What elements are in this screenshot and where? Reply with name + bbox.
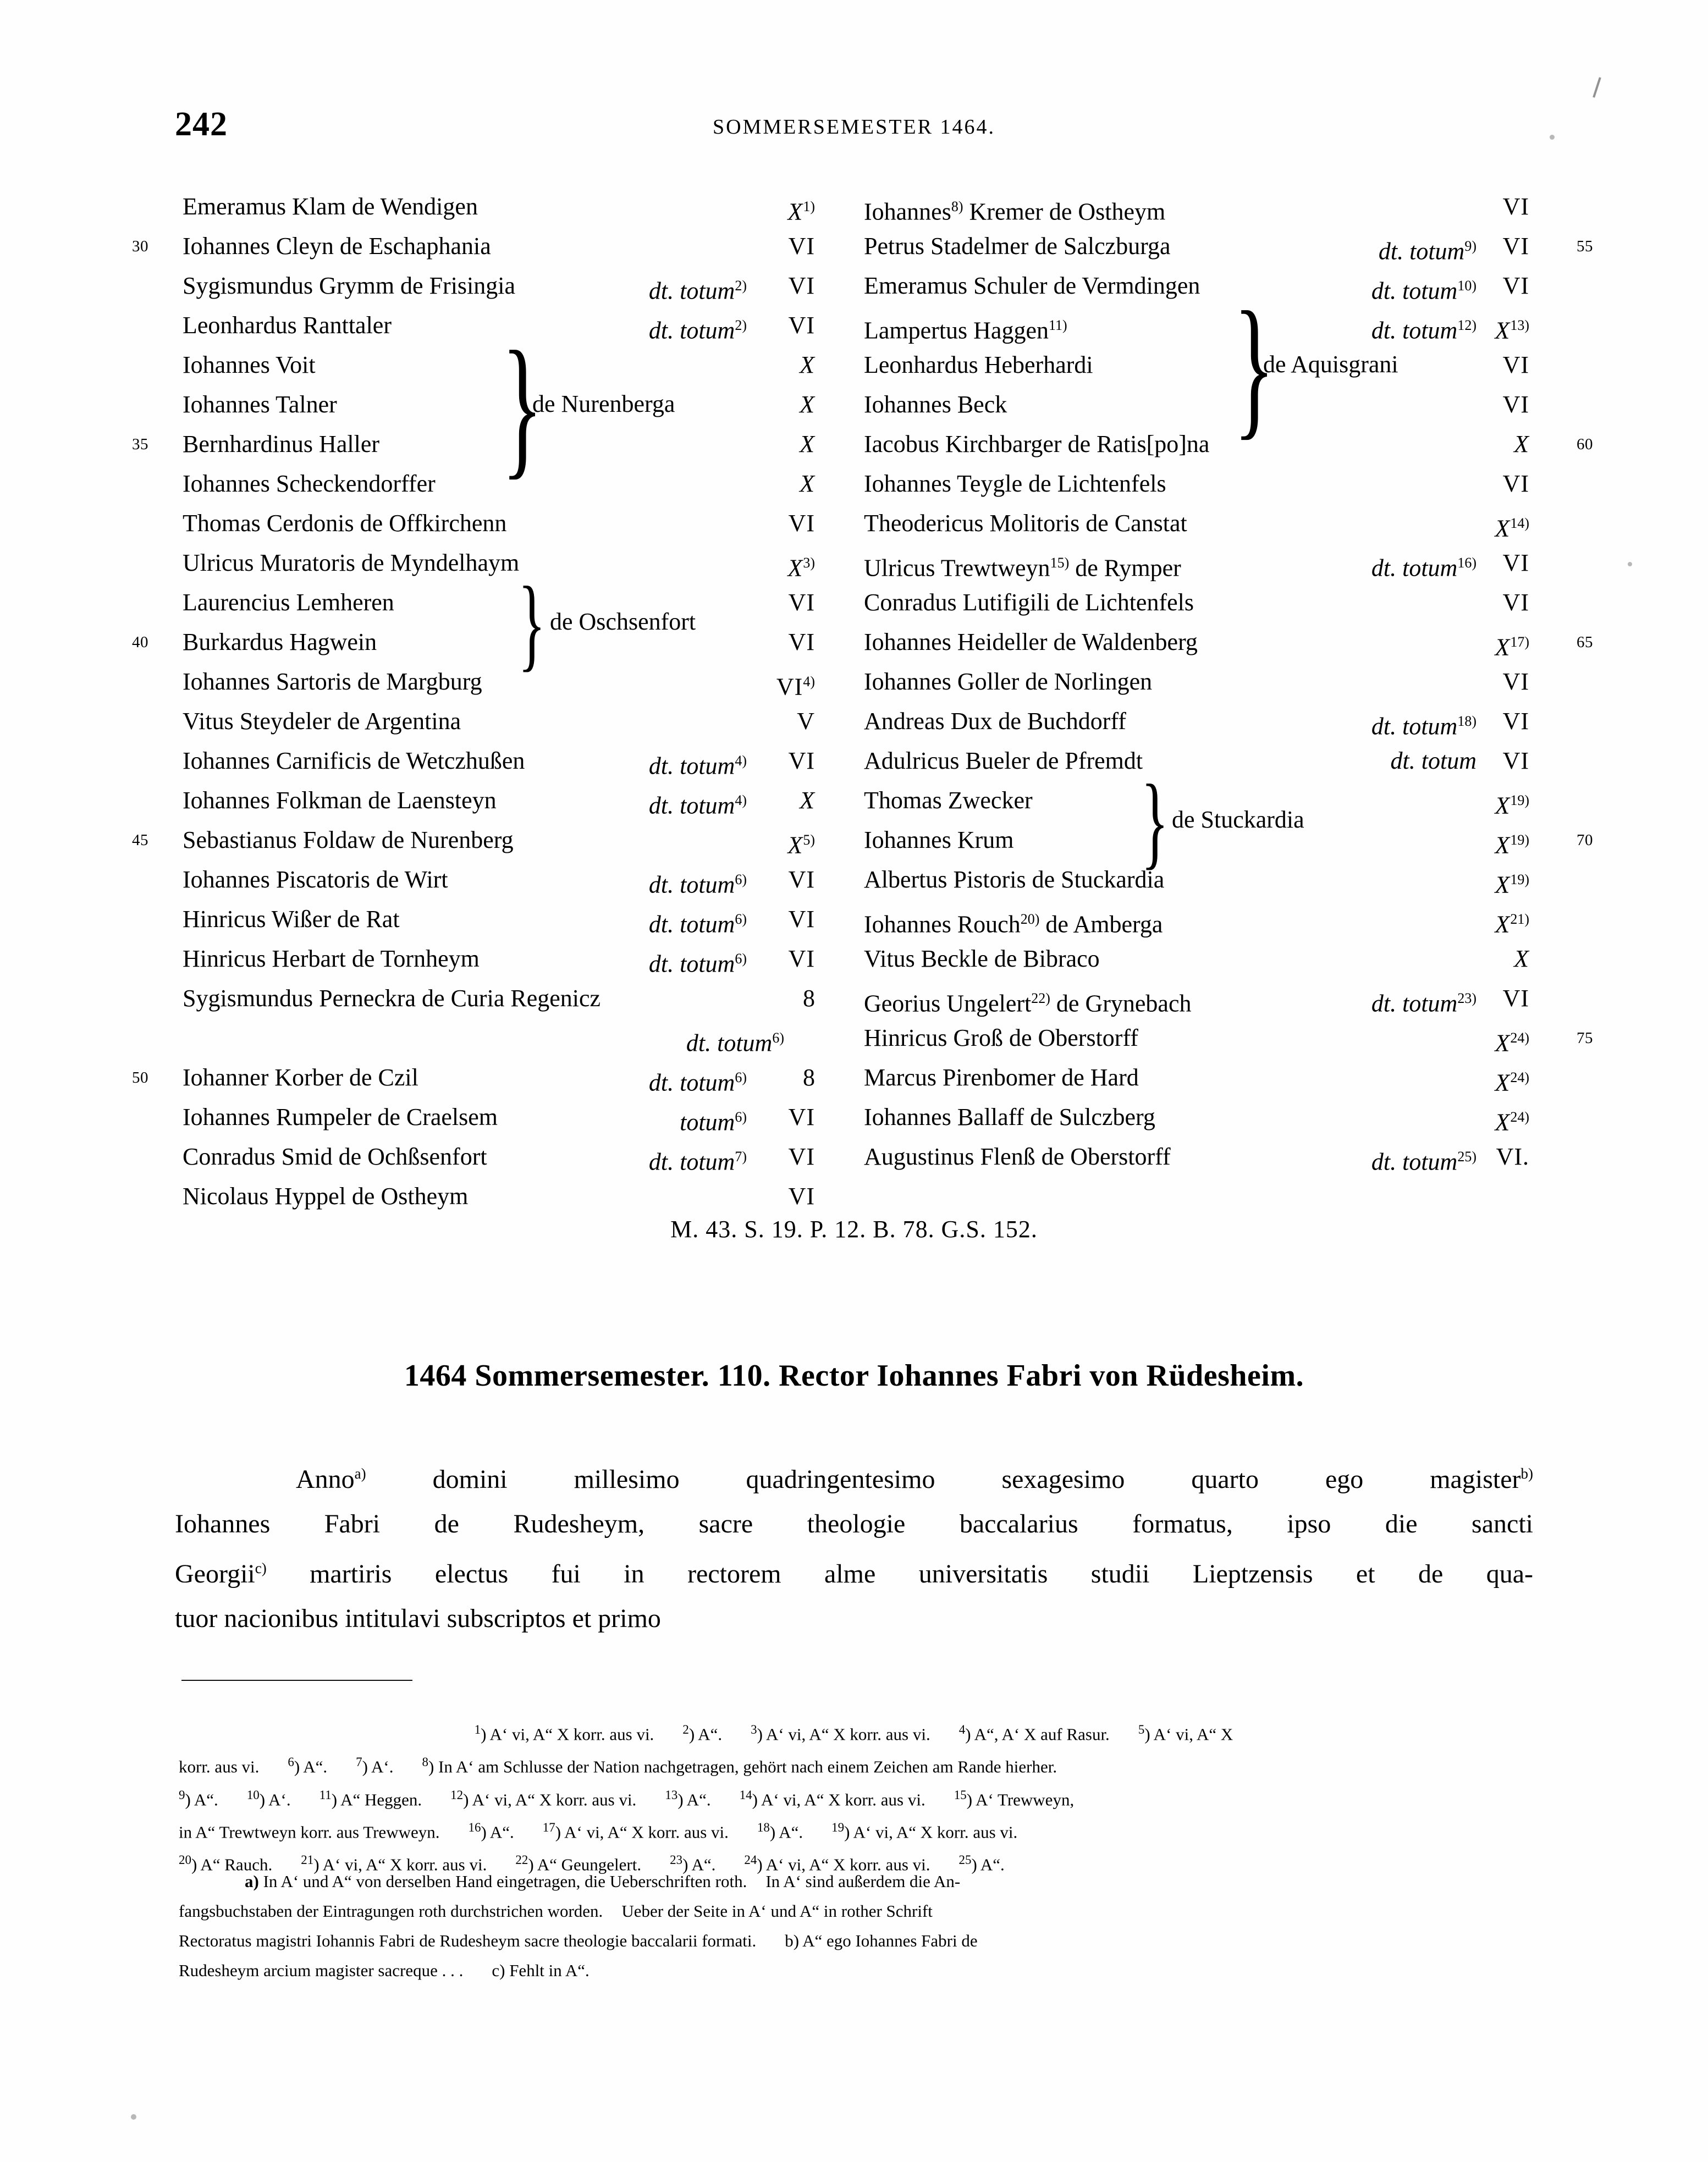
apparatus-line: a) In A‘ und A“ von derselben Hand eingetragen, die Ueberschriften roth. In A‘ sind außerdem die An- <box>245 1872 961 1891</box>
payment-note-continuation: dt. totum$^{6)}$ <box>686 1029 784 1057</box>
fee-amount: VI. <box>1496 1143 1529 1170</box>
student-name: Augustinus Flenß de Oberstorff <box>864 1143 1171 1170</box>
line-number: 45 <box>132 831 148 849</box>
brace-group-bracket: } <box>518 566 546 681</box>
section-heading: 1464 Sommersemester. 110. Rector Iohannes Fabri von Rüdesheim. <box>404 1359 1304 1393</box>
student-name: Ulricus Trewtweyn$^{15)}$ de Rymper <box>864 554 1181 582</box>
fee-amount: $X^{17)}$ <box>1495 633 1529 661</box>
brace-group-label: de Nurenberga <box>532 390 675 417</box>
fee-amount: V <box>797 708 815 735</box>
student-name: Sygismundus Grymm de Frisingia <box>183 272 516 299</box>
payment-note: dt. totum$^{16)}$ <box>1371 554 1476 582</box>
apparatus-line: Rudesheym arcium magister sacreque . . . c) Fehlt in A“. <box>179 1961 589 1980</box>
student-name: Conradus Lutifigili de Lichtenfels <box>864 589 1194 616</box>
student-name: Iohannes Krum <box>864 826 1014 853</box>
line-number: 60 <box>1577 435 1593 453</box>
student-name: Iohannes Folkman de Laensteyn <box>183 787 497 814</box>
brace-group-bracket: } <box>502 319 543 493</box>
payment-note: dt. totum$^{18)}$ <box>1371 713 1476 740</box>
fee-amount: $X^{24)}$ <box>1495 1108 1529 1136</box>
fee-amount: VI <box>788 628 815 655</box>
fee-amount: X <box>1514 431 1529 457</box>
register-entry <box>855 227 1593 266</box>
register-entry <box>132 1058 819 1097</box>
fee-amount: X <box>800 470 815 497</box>
fee-amount: VI <box>788 945 815 972</box>
register-entry <box>855 860 1542 900</box>
register-column-left <box>132 187 819 1216</box>
register-entry <box>132 820 819 860</box>
student-name: Nicolaus Hyppel de Ostheym <box>183 1183 469 1210</box>
student-name: Iohannes Talner <box>183 391 337 418</box>
register-entry <box>855 1097 1542 1137</box>
fee-amount: VI <box>1502 391 1529 418</box>
register-entry <box>165 385 819 424</box>
student-name: Ulricus Muratoris de Myndelhaym <box>183 549 520 576</box>
footnote-line: $^1$) A‘ vi, A“ X korr. aus vi. $^2$) A“. $^3$) A‘ vi, A“ X korr. aus vi. $^4$) A“, A‘ X auf Rasur. $^5$) A‘ vi, A“ X <box>474 1723 1233 1744</box>
payment-note: dt. totum$^{6)}$ <box>648 871 747 898</box>
student-name: Conradus Smid de Ochßsenfort <box>183 1143 487 1170</box>
fee-amount: VI <box>788 866 815 893</box>
register-entry <box>855 939 1542 979</box>
brace-group-bracket: } <box>1233 279 1275 453</box>
register-entry <box>855 187 1542 227</box>
apparatus-line: fangsbuchstaben der Eintragungen roth durchstrichen worden. Ueber der Seite in A‘ und A“ in rother Schrift <box>179 1901 933 1921</box>
register-entry <box>165 306 819 345</box>
payment-note: dt. totum$^{7)}$ <box>648 1148 747 1176</box>
nation-totals: M. 43. S. 19. P. 12. B. 78. G.S. 152. <box>670 1216 1038 1243</box>
fee-amount: $X^{13)}$ <box>1495 317 1529 344</box>
scan-speck <box>131 2114 136 2120</box>
paragraph-line: Iohannes Fabri de Rudesheym, sacre theologie baccalarius formatus, ipso die sancti <box>175 1509 1533 1538</box>
register-entry <box>855 662 1542 702</box>
payment-note: dt. totum$^{9)}$ <box>1378 238 1476 265</box>
fee-amount: VI <box>1502 985 1529 1012</box>
student-name: Adulricus Bueler de Pfremdt <box>864 747 1143 774</box>
register-entry <box>132 227 819 266</box>
fee-amount: VI <box>1502 272 1529 299</box>
student-name: Thomas Cerdonis de Offkirchenn <box>183 510 507 537</box>
fee-amount: VI <box>788 233 815 260</box>
payment-note: dt. totum$^{2)}$ <box>648 317 747 344</box>
student-name: Iohannes Rumpeler de Craelsem <box>183 1104 498 1130</box>
line-number: 35 <box>132 435 148 453</box>
footnote-line: korr. aus vi. $^6$) A“. $^7$) A‘. $^8$) In A‘ am Schlusse der Nation nachgetragen, gehört nach einem Zeichen am Rande hierher. <box>179 1755 1057 1777</box>
student-name: Iohannes Cleyn de Eschaphania <box>183 233 491 260</box>
fee-amount: VI <box>1502 351 1529 378</box>
register-entry <box>855 622 1593 662</box>
fee-amount: X <box>800 787 815 814</box>
student-name: Georius Ungelert$^{22)}$ de Grynebach <box>864 990 1192 1017</box>
payment-note: dt. totum$^{2)}$ <box>648 277 747 305</box>
paragraph-line: tuor nacionibus intitulavi subscriptos et primo <box>175 1604 661 1633</box>
payment-note: dt. totum$^{10)}$ <box>1371 277 1476 305</box>
register-entry <box>165 1177 819 1216</box>
register-entry <box>132 424 819 464</box>
brace-group-label: de Oschsenfort <box>550 608 696 635</box>
fee-amount: $X^{14)}$ <box>1495 515 1529 542</box>
payment-note: dt. totum$^{6)}$ <box>648 1069 747 1096</box>
payment-note: dt. totum <box>1390 747 1476 774</box>
fee-amount: $X^{24)}$ <box>1495 1069 1529 1096</box>
numbered-footnotes <box>179 1716 1529 1879</box>
register-entry <box>855 979 1542 1018</box>
payment-note: totum$^{6)}$ <box>680 1108 747 1136</box>
lettered-apparatus-notes <box>179 1867 1529 1985</box>
register-entry <box>165 266 819 306</box>
student-name: Hinricus Groß de Oberstorff <box>864 1024 1138 1051</box>
register-entry <box>165 1097 819 1137</box>
running-head <box>0 106 1708 143</box>
paragraph-line: Georgii$^{c)}$ martiris electus fui in rectorem alme universitatis studii Lieptzensis et de qua- <box>175 1559 1533 1589</box>
register-entry <box>855 266 1542 306</box>
fee-amount: VI <box>788 589 815 616</box>
student-name: Iohannes Voit <box>183 351 316 378</box>
payment-note: dt. totum$^{4)}$ <box>648 752 747 780</box>
student-name: Laurencius Lemheren <box>183 589 394 616</box>
student-name: Albertus Pistoris de Stuckardia <box>864 866 1165 893</box>
student-name: Burkardus Hagwein <box>183 628 377 655</box>
register-entry <box>855 345 1542 385</box>
student-name: Iohannes Heideller de Waldenberg <box>864 628 1198 655</box>
fee-amount: VI <box>1502 589 1529 616</box>
payment-note: dt. totum$^{6)}$ <box>648 911 747 938</box>
fee-amount: VI <box>788 1183 815 1210</box>
register-entry <box>855 543 1542 583</box>
student-name: Iohannes Scheckendorffer <box>183 470 436 497</box>
student-name: Sygismundus Perneckra de Curia Regenicz <box>183 985 601 1012</box>
student-name: Hinricus Wißer de Rat <box>183 906 400 933</box>
register-entry <box>165 464 819 504</box>
fee-amount: VI <box>788 906 815 933</box>
register-entry <box>165 1137 819 1177</box>
register-entry <box>855 504 1542 543</box>
register-entry <box>855 1137 1542 1177</box>
fee-amount: 8 <box>803 985 815 1012</box>
fee-amount: VI$^{4)}$ <box>776 673 815 701</box>
student-name: Iacobus Kirchbarger de Ratis[po]na <box>864 431 1210 457</box>
fee-amount: X <box>800 431 815 457</box>
register-entry <box>855 741 1542 781</box>
register-entry <box>165 979 819 1018</box>
brace-group-label: de Stuckardia <box>1172 806 1304 833</box>
scan-mark <box>1593 77 1601 97</box>
student-name: Bernhardinus Haller <box>183 431 379 457</box>
fee-amount: X <box>800 391 815 418</box>
footnote-line: $^9$) A“. $^{10}$) A‘. $^{11}$) A“ Heggen. $^{12}$) A‘ vi, A“ X korr. aus vi. $^{13}$) A“. $^{14}$) A‘ vi, A“ X korr. aus vi. $^{15}$) A‘ Trewweyn, <box>179 1788 1075 1809</box>
footnote-separator-rule <box>181 1680 412 1681</box>
fee-amount: $X^{1)}$ <box>787 198 815 225</box>
student-name: Leonhardus Ranttaler <box>183 312 392 339</box>
student-name: Sebastianus Foldaw de Nurenberg <box>183 826 514 853</box>
student-name: Iohannes Teygle de Lichtenfels <box>864 470 1166 497</box>
fee-amount: $X^{19)}$ <box>1495 831 1529 859</box>
register-entry <box>855 424 1593 464</box>
student-name: Andreas Dux de Buchdorff <box>864 708 1126 735</box>
student-name: Leonhardus Heberhardi <box>864 351 1093 378</box>
register-entry <box>132 622 819 662</box>
line-number: 50 <box>132 1069 148 1086</box>
running-title: SOMMERSEMESTER 1464. <box>713 115 995 139</box>
line-number: 40 <box>132 633 148 651</box>
fee-amount: X <box>800 351 815 378</box>
student-name: Iohannes Beck <box>864 391 1007 418</box>
brace-group-bracket: } <box>1141 764 1169 879</box>
register-entry <box>165 345 819 385</box>
fee-amount: VI <box>1502 193 1529 220</box>
register-entry <box>855 464 1542 504</box>
register-entry <box>855 306 1542 345</box>
student-name: Emeramus Klam de Wendigen <box>183 193 478 220</box>
register-entry <box>165 741 819 781</box>
fee-amount: $X^{3)}$ <box>787 554 815 582</box>
page-number: 242 <box>175 106 228 143</box>
register-column-right <box>855 187 1593 1177</box>
student-name: Iohannes$^{8)}$ Kremer de Ostheym <box>864 198 1166 225</box>
payment-note: dt. totum$^{23)}$ <box>1371 990 1476 1017</box>
line-number: 70 <box>1577 831 1593 849</box>
student-name: Iohannes Ballaff de Sulczberg <box>864 1104 1155 1130</box>
student-name: Thomas Zwecker <box>864 787 1033 814</box>
fee-amount: VI <box>788 1104 815 1130</box>
line-number: 30 <box>132 238 148 255</box>
register-entry <box>855 702 1542 741</box>
register-entry <box>855 583 1542 622</box>
student-name: Lampertus Haggen$^{11)}$ <box>864 317 1067 344</box>
register-entry <box>855 900 1542 939</box>
student-name: Theodericus Molitoris de Canstat <box>864 510 1187 537</box>
register-entry <box>165 781 819 820</box>
student-name: Iohannes Carnificis de Wetczhußen <box>183 747 525 774</box>
fee-amount: VI <box>788 747 815 774</box>
student-name: Vitus Beckle de Bibraco <box>864 945 1100 972</box>
register-entry <box>165 187 819 227</box>
student-name: Emeramus Schuler de Vermdingen <box>864 272 1200 299</box>
student-name: Iohanner Korber de Czil <box>183 1064 418 1091</box>
fee-amount: $X^{21)}$ <box>1495 911 1529 938</box>
register-entry <box>165 662 819 702</box>
paragraph-line: Anno$^{a)}$ domini millesimo quadringentesimo sexagesimo quarto ego magister$^{b)}$ <box>296 1465 1533 1494</box>
fee-amount: VI <box>788 1143 815 1170</box>
fee-amount: VI <box>788 272 815 299</box>
student-name: Petrus Stadelmer de Salczburga <box>864 233 1171 260</box>
fee-amount: VI <box>1502 668 1529 695</box>
matriculation-register <box>0 187 1708 1210</box>
register-entry <box>165 900 819 939</box>
line-number: 55 <box>1577 238 1593 255</box>
register-entry <box>165 583 819 622</box>
fee-amount: VI <box>1502 233 1529 260</box>
student-name: Iohannes Sartoris de Margburg <box>183 668 482 695</box>
fee-amount: VI <box>788 312 815 339</box>
fee-amount: $X^{19)}$ <box>1495 792 1529 819</box>
fee-amount: VI <box>788 510 815 537</box>
fee-amount: VI <box>1502 708 1529 735</box>
fee-amount: VI <box>1502 549 1529 576</box>
fee-amount: $X^{5)}$ <box>787 831 815 859</box>
brace-group-label: de Aquisgrani <box>1263 351 1398 378</box>
register-entry <box>165 504 819 543</box>
fee-amount: 8 <box>803 1064 815 1091</box>
register-entry <box>855 1018 1593 1058</box>
register-entry <box>165 939 819 979</box>
student-name: Marcus Pirenbomer de Hard <box>864 1064 1139 1091</box>
footnote-line: in A“ Trewtweyn korr. aus Trewweyn. $^{16}$) A“. $^{17}$) A‘ vi, A“ X korr. aus vi. $^{18}$) A“. $^{19}$) A‘ vi, A“ X korr. aus vi. <box>179 1820 1018 1842</box>
line-number: 65 <box>1577 633 1593 651</box>
student-name: Iohannes Rouch$^{20)}$ de Amberga <box>864 911 1163 938</box>
fee-amount: X <box>1514 945 1529 972</box>
student-name: Iohannes Goller de Norlingen <box>864 668 1153 695</box>
fee-amount: VI <box>1502 747 1529 774</box>
register-entry <box>165 702 819 741</box>
student-name: Iohannes Piscatoris de Wirt <box>183 866 448 893</box>
apparatus-line: Rectoratus magistri Iohannis Fabri de Rudesheym sacre theologie baccalarii formati. b) A“ ego Iohannes Fabri de <box>179 1931 978 1950</box>
payment-note: dt. totum$^{6)}$ <box>648 950 747 978</box>
student-name: Hinricus Herbart de Tornheym <box>183 945 480 972</box>
register-entry <box>855 385 1542 424</box>
register-entry <box>165 543 819 583</box>
footnote-line: $^{20}$) A“ Rauch. $^{21}$) A‘ vi, A“ X korr. aus vi. $^{22}$) A“ Geungelert. $^{23}$) A“. $^{24}$) A‘ vi, A“ X korr. aus vi. $^{25}$) A“. <box>179 1853 1005 1874</box>
fee-amount: $X^{19)}$ <box>1495 871 1529 898</box>
register-entry <box>855 1058 1542 1097</box>
payment-note: dt. totum$^{25)}$ <box>1371 1148 1476 1176</box>
fee-amount: VI <box>1502 470 1529 497</box>
student-name: Vitus Steydeler de Argentina <box>183 708 461 735</box>
payment-note: dt. totum$^{12)}$ <box>1371 317 1476 344</box>
rector-entry-paragraph <box>175 1452 1533 1641</box>
line-number: 75 <box>1577 1029 1593 1047</box>
register-entry <box>165 860 819 900</box>
fee-amount: $X^{24)}$ <box>1495 1029 1529 1057</box>
payment-note: dt. totum$^{4)}$ <box>648 792 747 819</box>
